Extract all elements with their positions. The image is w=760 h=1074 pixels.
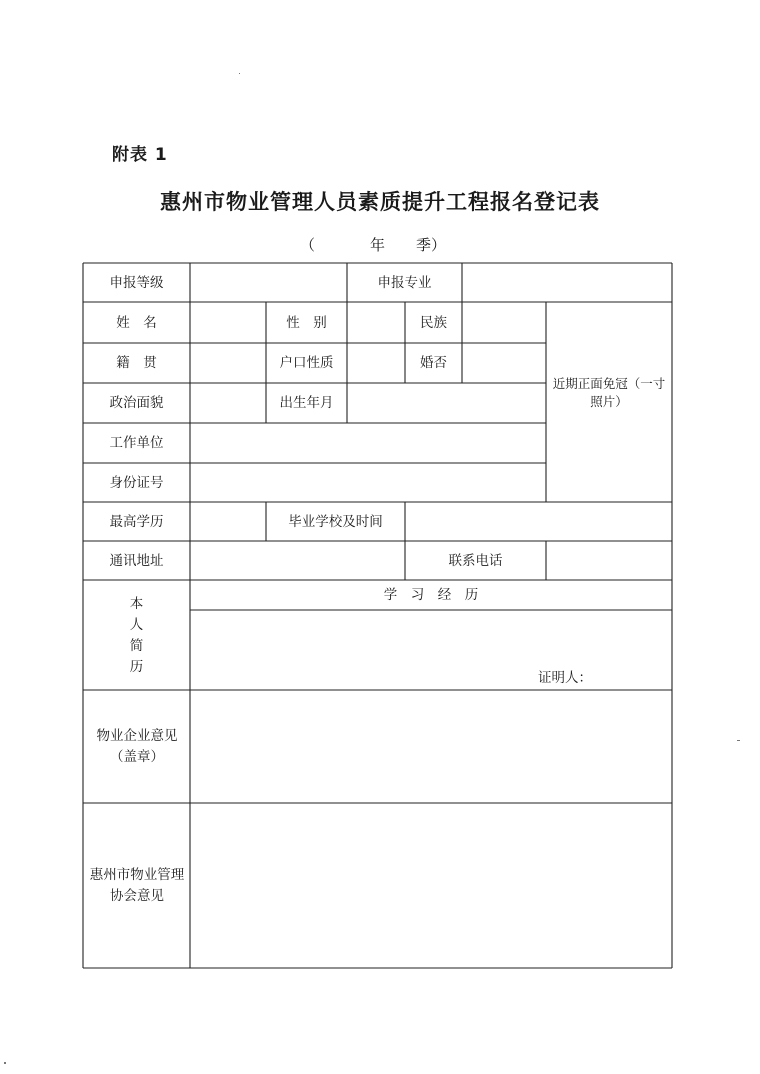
company-opinion-field[interactable] (191, 691, 671, 802)
period-open-paren: （ (300, 236, 316, 254)
education-field[interactable] (191, 503, 265, 540)
birth-date-label: 出生年月 (279, 395, 334, 411)
household-type-label: 户口性质 (279, 355, 334, 371)
graduate-school-field[interactable] (406, 503, 671, 540)
apply-level-label: 申报等级 (109, 274, 164, 291)
ethnicity-label: 民族 (420, 314, 447, 331)
resume-label-char-4: 历 (129, 659, 144, 675)
photo-area[interactable] (547, 303, 671, 501)
company-opinion-label: 物业企业意见（盖章） (96, 728, 178, 765)
household-type-field[interactable] (348, 344, 404, 382)
period-season: 季） (416, 236, 447, 254)
scan-speck (239, 73, 240, 74)
education-label: 最高学历 (109, 513, 164, 530)
resume-label-char-2: 人 (129, 617, 144, 633)
scan-speck (4, 1062, 6, 1064)
gender-label: 性 别 (286, 314, 327, 331)
address-field[interactable] (191, 542, 404, 579)
graduate-school-label: 毕业学校及时间 (288, 513, 383, 530)
political-status-label: 政治面貌 (109, 395, 164, 411)
witness-label: 证明人： (538, 670, 592, 686)
form-title: 惠州市物业管理人员素质提升工程报名登记表 (160, 189, 600, 214)
scan-speck (737, 740, 740, 741)
association-opinion-label: 惠州市物业管理协会意见 (89, 867, 185, 904)
marital-status-field[interactable] (463, 344, 545, 382)
native-place-label: 籍 贯 (116, 355, 157, 371)
workplace-label: 工作单位 (109, 435, 164, 451)
political-status-field[interactable] (191, 384, 265, 422)
ethnicity-field[interactable] (463, 303, 545, 342)
id-number-label: 身份证号 (109, 474, 164, 491)
resume-label (83, 592, 190, 680)
id-number-field[interactable] (191, 464, 545, 501)
marital-status-label: 婚否 (420, 355, 447, 371)
attachment-label: 附表 1 (112, 145, 168, 165)
phone-label: 联系电话 (448, 552, 503, 569)
period-year: 年 (370, 236, 386, 254)
birth-date-field[interactable] (348, 384, 545, 422)
study-history-header: 学 习 经 历 (383, 587, 479, 603)
phone-field[interactable] (547, 542, 671, 579)
workplace-field[interactable] (191, 424, 545, 462)
address-label: 通讯地址 (109, 552, 164, 569)
apply-level-field[interactable] (191, 264, 346, 301)
native-place-field[interactable] (191, 344, 265, 382)
photo-placeholder-label: 近期正面免冠（一寸照片） (552, 376, 666, 409)
apply-major-label: 申报专业 (377, 274, 432, 291)
name-label: 姓 名 (116, 314, 157, 331)
association-opinion-field[interactable] (191, 804, 671, 967)
gender-field[interactable] (348, 303, 404, 342)
resume-label-char-1: 本 (129, 596, 144, 612)
apply-major-field[interactable] (463, 264, 671, 301)
name-field[interactable] (191, 303, 265, 342)
resume-label-char-3: 简 (129, 638, 144, 654)
